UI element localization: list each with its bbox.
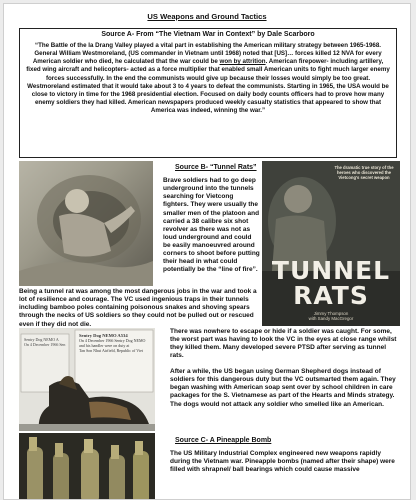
card-line-4: Tan Son Nhut Airfield, Republic of Viet xyxy=(79,348,143,353)
sentry-dog-photo xyxy=(19,328,155,431)
source-b-paragraph-2: Being a tunnel rat was among the most dangerous jobs in the war and took a lot of resilience and courage. The VC used ingenious traps in their tunnels including bamboo poles containing poisonous snakes and shoving spears through the necks of US soldiers so they could not be pulled out or rescued even if they did not die. xyxy=(19,288,257,328)
card-left-line-2: On 4 December 1966 Sen xyxy=(24,342,66,347)
card-left-line-1: Sentry Dog NEMO A xyxy=(24,337,59,342)
worksheet-page xyxy=(3,3,411,500)
tunnel-rat-photo xyxy=(19,161,153,286)
source-b-paragraph-1: Brave soldiers had to go deep underground into the tunnels searching for Vietcong fighters. They were usually the smaller men of the platoon and carried a 38 calibre six shot revolver as there was not as loud underground and could be easily manoeuvred around corners to shoot before putting their head in what could potentially be the “line of fire”. xyxy=(163,177,260,274)
pineapple-bomb-graphic xyxy=(19,433,155,500)
source-b-heading: Source B- “Tunnel Rats” xyxy=(175,164,257,171)
sentry-dog-card-right xyxy=(79,333,151,353)
tunnel-rat-photo-graphic xyxy=(19,161,153,286)
source-a-quote-part2: . American firepower- including artillery, fixed wing aircraft and helicopters- acted as a force multiplier that enabled small American units to fight much larger enemy forces successfully. In the end the communists would give up because their losses would simply be too great. Westmoreland estimated that it would take about 3 to 4 years to defeat the communists. Starting in 1965, the USA would be close to victory in time for the 1968 presidential election. Focused on daily body counts officers had to prove how many enemy soldiers they had killed. American newspapers produced weekly casualty statistics that appeared to show that America was indeed, winning the war.” xyxy=(26,58,390,115)
page-title: US Weapons and Ground Tactics xyxy=(147,12,267,21)
book-cover-title-line1: TUNNEL xyxy=(271,256,391,285)
source-a-quote xyxy=(25,42,391,115)
card-line-3: and his handler were on duty at xyxy=(79,343,130,348)
book-cover-author-1: Jimmy Thompson xyxy=(313,311,349,316)
source-c-heading: Source C- A Pineapple Bomb xyxy=(175,437,272,444)
book-cover-author-2: with Sandy MacGregor xyxy=(308,316,354,322)
book-cover-authors xyxy=(262,311,400,322)
source-a-underlined-term: won by attrition xyxy=(219,58,266,66)
source-b-paragraph-3: There was nowhere to escape or hide if a soldier was caught. For some, the worst part was having to look the VC in the eyes at close range whilst they killed them. Many developed severe PTSD after serving as tunnel rats. xyxy=(170,328,397,360)
pineapple-bomb-photo xyxy=(19,433,155,500)
sentry-dog-card-left xyxy=(24,337,68,347)
card-line-1: Sentry Dog NEMO A534 xyxy=(79,333,128,338)
source-c-paragraph-1: The US Military Industrial Complex engineered new weapons rapidly during the Vietnam war. Pineapple bombs (named after their shape) were filled with shrapnel/ ball bearings which could cause massive xyxy=(170,450,395,474)
source-a-quote-part1: “The Battle of the Ia Drang Valley played a vital part in establishing the American military strategy between 1965-1968. General William Westmoreland, (US commander in Vietnam until 1968) noted that [US]… forces killed 12 NVA for every American soldier who died, he calculated that the war could be xyxy=(32,42,382,66)
source-a-heading: Source A- From “The Vietnam War in Context” by Dale Scarboro xyxy=(101,31,315,38)
tunnel-rats-book-cover xyxy=(262,161,400,326)
source-a-box xyxy=(19,28,397,158)
book-cover-title-line2: RATS xyxy=(293,281,369,310)
source-b-paragraph-4: After a while, the US began using German Shepherd dogs instead of soldiers for this dangerous duty but the VC outsmarted them again. They began washing with American soap sent over by school children in care packages for the S. Vietnamese as part of the Hearts and Minds strategy. The dogs would not attack any soldier who smelled like an American. xyxy=(170,368,396,408)
book-cover-tagline: The dramatic true story of the heroes who discovered the Vietcong's secret weapon xyxy=(334,165,394,180)
card-line-2: On 4 December 1966 Sentry Dog NEMO xyxy=(79,338,146,343)
